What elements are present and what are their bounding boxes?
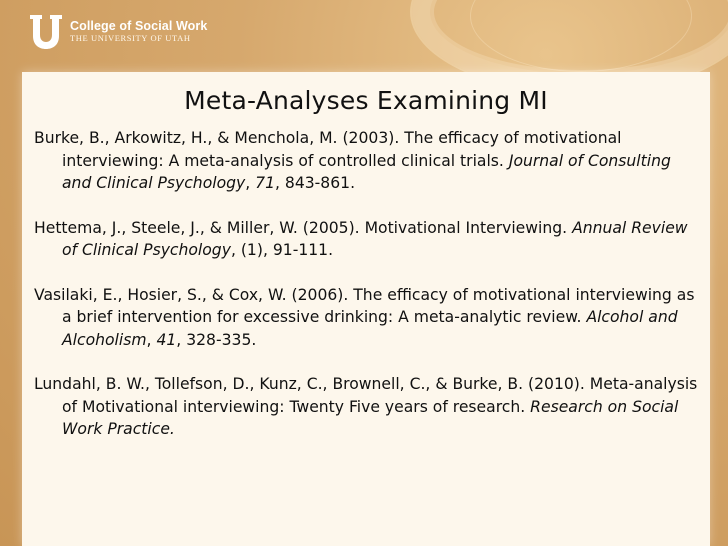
reference-volume: 41	[156, 330, 177, 349]
reference-text: Burke, B., Arkowitz, H., & Menchola, M. (2003). The efficacy of motivational interviewing: A meta-analysis of controlled clinical trials.	[34, 129, 622, 170]
reference-journal: Alcohol and Alcoholism	[62, 308, 678, 349]
reference-pages: , 328-335.	[176, 330, 257, 349]
logo-university-name: THE UNIVERSITY OF UTAH	[70, 33, 191, 44]
college-logo	[28, 12, 207, 52]
reference-journal: Journal of Consulting and Clinical Psychology	[62, 151, 671, 192]
content-panel	[22, 72, 710, 546]
reference-item	[34, 373, 698, 441]
university-u-logo-icon	[28, 13, 64, 51]
reference-item	[34, 217, 698, 262]
reference-item	[34, 127, 698, 195]
reference-text: Vasilaki, E., Hosier, S., & Cox, W. (2006). The efficacy of motivational interviewing as a brief intervention for excessive drinking: A meta-analytic review.	[34, 285, 695, 326]
reference-text: Lundahl, B. W., Tollefson, D., Kunz, C., Brownell, C., & Burke, B. (2010). Meta-analysis of Motivational interviewing: Twenty Five years of research.	[34, 375, 698, 416]
reference-separator: ,	[245, 174, 256, 192]
reference-pages: , 843-861.	[275, 174, 356, 192]
reference-journal: Research on Social Work Practice.	[62, 397, 679, 438]
reference-list	[22, 127, 710, 441]
logo-college-name: College of Social Work	[70, 19, 208, 34]
reference-volume: 71	[255, 174, 275, 192]
reference-item	[34, 284, 698, 352]
reference-journal: Annual Review of Clinical Psychology	[62, 218, 688, 259]
reference-text: Hettema, J., Steele, J., & Miller, W. (2005). Motivational Interviewing.	[34, 218, 573, 237]
reference-separator: ,	[146, 330, 157, 349]
slide-title: Meta-Analyses Examining MI	[184, 86, 548, 115]
reference-pages: , (1), 91-111.	[230, 241, 334, 259]
